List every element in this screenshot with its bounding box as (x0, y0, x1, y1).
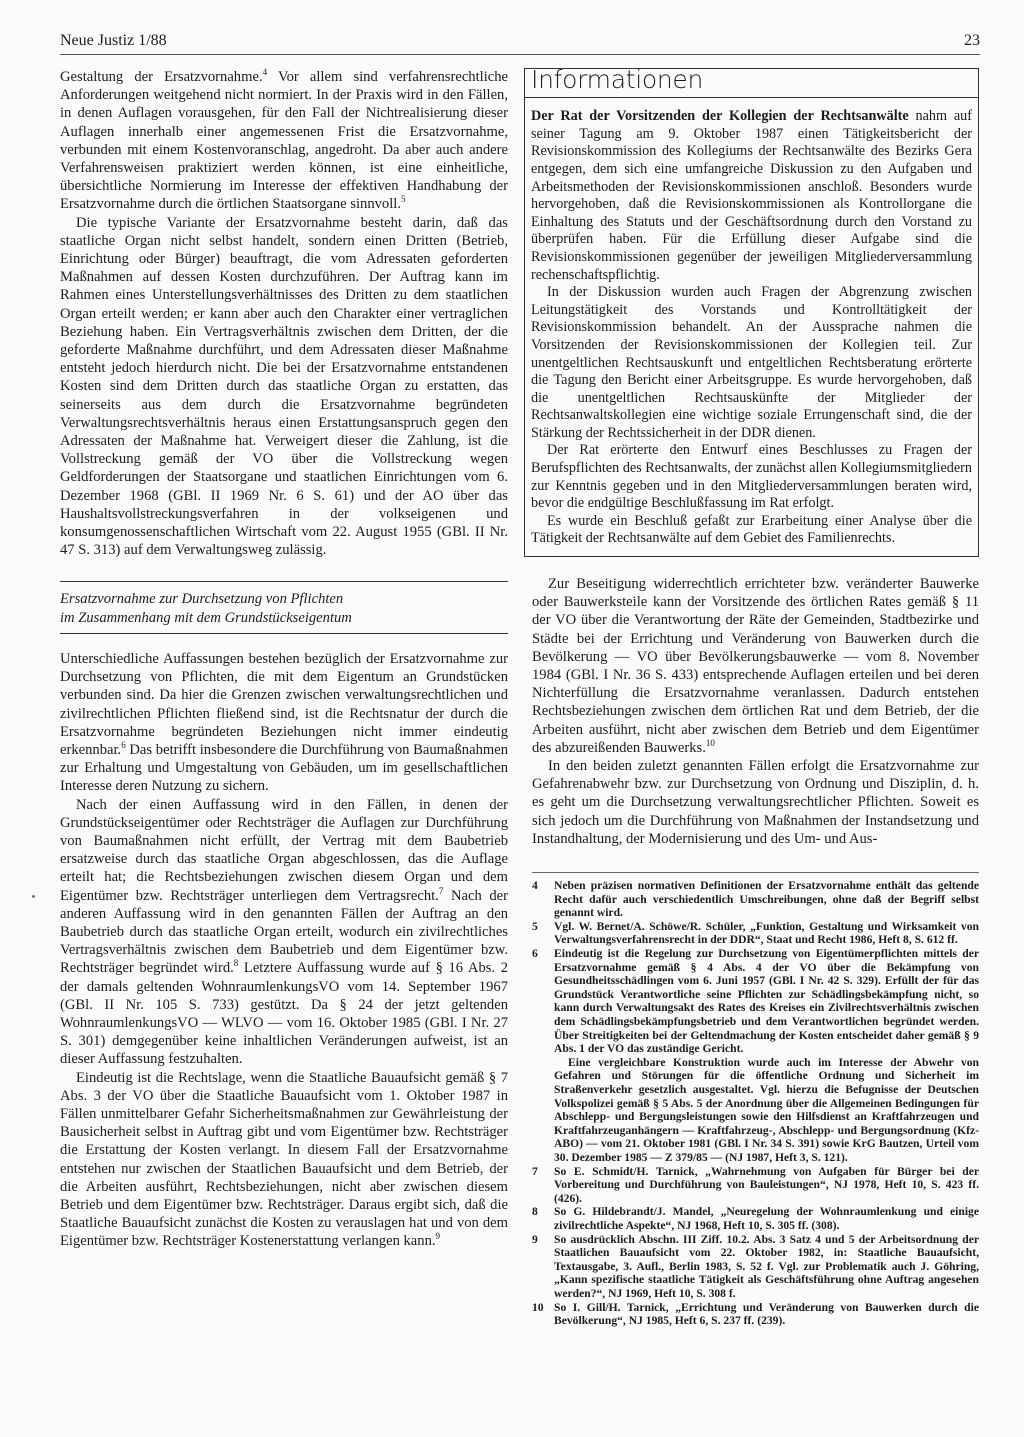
paragraph: Nach der einen Auffassung wird in den Fällen, in denen der Grundstückseigentümer oder Rechtsträger die Auflagen zur Durchführung von Baumaßnahmen nicht erfüllt, der Vertrag mit dem Baubetrieb ersatzweise durch das staatliche Organ abgeschlossen, das die Auflage erteilt hat; die Rechtsbeziehungen zwischen diesem Organ und dem Eigentümer bzw. Rechtsträger unterliegen dem Vertragsrecht.$^7$ Nach der anderen Auffassung wird in den genannten Fällen der Auftrag an den Baubetrieb durch das staatliche Organ erteilt, wodurch ein zivilrechtliches Vertragsverhältnis zwischen dem Baubetrieb und dem Eigentümer bzw. Rechtsträger begründet wird.$^8$ Letztere Auffassung wurde auf § 16 Abs. 2 der damals geltenden WohnraumlenkungsVO vom 14. September 1967 (GBl. II Nr. 105 S. 733) gestützt. Da § 24 der jetzt geltenden WohnraumlenkungsVO — WLVO — vom 16. Oktober 1985 (GBl. I Nr. 27 S. 301) demgegenüber keine inhaltlichen Veränderungen aufweist, ist an dieser Auffassung festzuhalten. (60, 796, 509, 1068)
bold-lead: Der Rat der Vorsitzenden der Kollegien der Rechtsanwälte (531, 108, 909, 125)
running-header (60, 28, 980, 55)
information-title: Informationen (525, 69, 978, 98)
right-column (531, 65, 979, 1328)
footnote-ref: 10 (705, 738, 715, 749)
footnote: 10 So I. Gill/H. Tarnick, „Errichtung und Veränderung von Bauwerken durch die Bevölkerung“, NJ 1985, Heft 6, S. 237 ff. (239). (532, 1300, 979, 1328)
paragraph: Eindeutig ist die Rechtslage, wenn die Staatliche Bauaufsicht gemäß § 7 Abs. 3 der VO über die Staatliche Bauaufsicht vom 1. Oktober 1987 in Fällen unmittelbarer Gefahr Sicherheitsmaßnahmen zur Gewährleistung der Bausicherheit selbst in Auftrag gibt und vom Eigentümer bzw. Rechtsträger die Erstattung der Kosten verlangt. In diesem Fall der Ersatzvornahme entstehen nur zwischen der Staatlichen Bauaufsicht und dem Betrieb, der die Arbeiten ausführt, Rechtsbeziehungen, nicht aber zwischen diesem Betrieb und dem Eigentümer bzw. Rechtsträger. Daraus ergibt sich, daß die Staatliche Bauaufsicht zunächst die Kosten zu verauslagen hat und von dem Eigentümer bzw. Rechtsträger Kostenerstattung verlangen kann.$^9$ (60, 1069, 508, 1250)
footnote: 8 So G. Hildebrandt/J. Mandel, „Neuregelung der Wohnraumlenkung und einige zivilrechtliche Aspekte“, NJ 1968, Heft 10, S. 305 ff. (308). (532, 1205, 979, 1232)
paragraph: Der Rat erörterte den Entwurf eines Beschlusses zu Fragen der Berufspflichten des Rechtsanwalts, der zunächst allen Kollegiumsmitgliedern zur Kenntnis gegeben und in den Mitgliederversammlungen beraten wird, bevor die endgültige Beschlußfassung im Rat erfolgt. (531, 442, 972, 512)
page-number: 23 (964, 32, 980, 49)
section-heading-line: im Zusammenhang mit dem Grundstückseigentum (60, 609, 352, 626)
footnote: 4 Neben präzisen normativen Definitionen der Ersatzvornahme enthält das geltende Recht dafür auch verschiedentlich Umschreibungen, ohne daß der Begriff selbst genannt wird. (532, 879, 979, 920)
footnote-ref: 7 (438, 885, 444, 896)
footnotes (532, 872, 979, 1328)
footnote: 7 So E. Schmidt/H. Tarnick, „Wahrnehmung von Aufgaben für Bürger bei der Vorbereitung und Durchführung von Bauleistungen“, NJ 1978, Heft 10, S. 423 ff. (426). (532, 1164, 979, 1205)
footnote-ref: 8 (233, 958, 239, 969)
footnote-continuation: Eine vergleichbare Konstruktion wurde auch im Interesse der Abwehr von Gefahren und Störungen für die öffentliche Ordnung und Sicherheit im Straßenverkehr gesetzlich ausgestaltet. Vgl. hierzu die Befugnisse der Deutschen Volkspolizei gemäß § 5 Abs. 5 der Anordnung über die Allgemeinen Bedingungen für Abschlepp- und Bergungsleistungen sowie den Hilfsdienst an Kraftfahrzeugen und Kraftfahrzeuganhängern — Kraftfahrzeug-, Abschlepp- und Bergungsordnung (Kfz-ABO) — vom 21. Oktober 1981 (GBl. I Nr. 34 S. 391) sowie KrG Bautzen, Urteil vom 30. Dezember 1985 — Z 379/85 — (NJ 1987, Heft 3, S. 121). (554, 1055, 979, 1164)
paragraph: Der Rat der Vorsitzenden der Kollegien der Rechtsanwälte nahm auf seiner Tagung am 9. Oktober 1987 einen Tätigkeitsbericht der Revisionskommission des Kollegiums der Rechtsanwälte des Bezirks Gera entgegen, dem sich eine umfangreiche Diskussion zu den Aufgaben und Arbeitsmethoden der Revisionskommissionen anschloß. Besonders wurde hervorgehoben, daß die Revisionskommissionen als Kontrollorgane die Einhaltung des Statuts und der Geschäftsordnung durch den Vorstand zu überprüfen haben. Für die Erfüllung dieser Aufgabe sind die Revisionskommissionen gegenüber der jeweiligen Mitgliederversammlung rechenschaftspflichtig. (531, 108, 972, 283)
paragraph: In den beiden zuletzt genannten Fällen erfolgt die Ersatzvornahme zur Gefahrenabwehr bzw. zur Durchsetzung von Ordnung und Disziplin, d. h. es geht um die Durchsetzung verwaltungsrechtlicher Pflichten. Soweit es sich jedoch um die Durchführung von Maßnahmen der Instandsetzung und Instandhaltung, der Modernisierung und des Um- und Aus- (532, 758, 979, 847)
section-heading-line: Ersatzvornahme zur Durchsetzung von Pflichten (60, 591, 344, 608)
paragraph: Unterschiedliche Auffassungen bestehen bezüglich der Ersatzvornahme zur Durchsetzung von Pflichten, die mit dem Eigentum an Grundstücken verbunden sind. Da hier die Grenzen zwischen verwaltungsrechtlichen und zivilrechtlichen Pflichten fließend sind, ist die Rechtsnatur der durch die Ersatzvornahme begründeten Beziehungen nicht immer eindeutig erkennbar.$^6$ Das betrifft insbesondere die Durchführung von Baumaßnahmen zur Erhaltung und Umgestaltung von Gebäuden, um im gesellschaftlichen Interesse deren Nutzung zu sichern. (60, 650, 508, 795)
footnote-ref: 6 (121, 740, 126, 751)
footnote: 5 Vgl. W. Bernet/A. Schöwe/R. Schüler, „Funktion, Gestaltung und Wirksamkeit von Verwaltungsverfahrensrecht in der DDR“, Staat und Recht 1986, Heft 8, S. 612 ff. (532, 919, 979, 947)
footnote-ref: 5 (400, 194, 406, 205)
paragraph: Es wurde ein Beschluß gefaßt zur Erarbeitung einer Analyse über die Tätigkeit der Rechtsanwälte auf dem Gebiet des Familienrechts. (531, 512, 972, 547)
information-box (524, 65, 979, 557)
footnote-ref: 9 (435, 1231, 441, 1242)
paragraph: Die typische Variante der Ersatzvornahme besteht darin, daß das staatliche Organ nicht selbst handelt, sondern einen Dritten (Betrieb, Einrichtung oder Bürger) beauftragt, die vom Adressaten geforderten Maßnahmen auf dessen Kosten durchzuführen. Der Auftrag kann im Rahmen eines Unterstellungsverhältnisses des Dritten zu dem staatlichen Organ erteilt werden; er kann aber auch den Charakter einer vertraglichen Beziehung haben. Ein Vertragsverhältnis zwischen dem Dritten, der die geforderte Maßnahme durchführt, und dem Adressaten dieser Maßnahme entsteht jedoch hierdurch nicht. Die bei der Ersatzvornahme entstandenen Kosten sind dem Dritten durch das staatliche Organ zu erstatten, das seinerseits aus dem durch die Ersatzvornahme begründeten Verwaltungsrechtsverhältnis heraus einen Erstattungsanspruch gegen den Adressaten der Maßnahme hat. Verweigert dieser die Zahlung, ist die Vollstreckung gemäß der VO über die Vollstreckung wegen Geldforderungen der Staatsorgane und staatlichen Einrichtungen vom 6. Dezember 1968 (GBl. II 1969 Nr. 6 S. 61) und der AO über das Haushaltsvollstreckungsverfahren in der volkseigenen und konsumgenossenschaftlichen Wirtschaft vom 22. August 1955 (GBl. II Nr. 47 S. 313) auf dem Verwaltungsweg zulässig. (60, 214, 508, 559)
paragraph: Zur Beseitigung widerrechtlich errichteter bzw. veränderter Bauwerke oder Bauwerksteile kann der Vorsitzende des örtlichen Rates gemäß § 11 der VO über die Verantwortung der Räte der Gemeinden, Stadtbezirke und Städte bei der Errichtung und Veränderung von Bauwerken durch die Bevölkerung — VO über Bevölkerungsbauwerke — vom 8. November 1984 (GBl. I Nr. 36 S. 433) entsprechende Auflagen erteilen und bei deren Nichterfüllung die Ersatzvornahme veranlassen. Dadurch entstehen Rechtsbeziehungen zwischen dem örtlichen Rat und dem Betrieb, der die Arbeiten ausführt, nicht aber zwischen dem Betrieb und dem Eigentümer des abzureißenden Bauwerks.$^{10}$ (532, 576, 979, 756)
paragraph: Gestaltung der Ersatzvornahme.$^4$ Vor allem sind verfahrensrechtliche Anforderungen weitgehend nicht normiert. In der Praxis wird in den Fällen, in denen Auflagen vorausgehen, für den Fall der Nichtrealisierung dieser Auflagen innerhalb einer angemessenen Frist die Ersatzvornahme, verbunden mit einem Kostenvoranschlag, angedroht. Da aber auch andere Verfahrensweisen praktiziert werden können, ist eine einheitliche, übersichtliche Normierung im Interesse der effektiven Handhabung der Ersatzvornahme durch die örtlichen Staatsorgane sinnvoll.$^5$ (60, 67, 509, 213)
footnote-ref: 4 (262, 67, 268, 78)
footnote: 6 Eindeutig ist die Regelung zur Durchsetzung von Eigentümerpflichten mittels der Ersatzvornahme gemäß § 4 Abs. 4 der VO über die Bekämpfung von Gesundheitsschädlingen vom 6. Juni 1957 (GBl. I Nr. 42 S. 329). Erfüllt der für das Grundstück Verantwortliche seine Pflichten zur Schädlingsbekämpfung nicht, so kann durch Verwaltungsakt des Rates des Kreises ein Zivilrechtsverhältnis zwischen dem Schädlingsbekämpfungsbetrieb und dem Verantwortlichen begründet werden. Über Streitigkeiten bei der Geltendmachung der Kosten entscheidet daher gemäß § 9 Abs. 1 der VO das zuständige Gericht. (532, 947, 979, 1056)
journal-title: Neue Justiz 1/88 (60, 32, 167, 49)
footnote: 9 So ausdrücklich Abschn. III Ziff. 10.2. Abs. 3 Satz 4 und 5 der Arbeitsordnung der Staatlichen Bauaufsicht vom 22. Oktober 1982, in: Staatliche Bauaufsicht, Textausgabe, 3. Aufl., Berlin 1983, S. 52 f. Vgl. zur Problematik auch J. Göhring, „Kann spezifische staatliche Tätigkeit als Geschäftsführung ohne Auftrag angesehen werden?“, NJ 1969, Heft 10, S. 308 f. (532, 1232, 979, 1300)
left-column (60, 68, 508, 1251)
section-heading (60, 581, 508, 633)
scan-speck (32, 895, 35, 898)
paragraph: In der Diskussion wurden auch Fragen der Abgrenzung zwischen Leitungstätigkeit des Vorstands und Kontrolltätigkeit der Revisionskommission behandelt. An der Aussprache nahmen die Vorsitzenden der Revisionskommissionen der Kollegien teil. Zur unentgeltlichen Rechtsauskunft und entgeltlichen Rechtsberatung erörterte die Tagung den Bericht einer Arbeitsgruppe. Es wurde hervorgehoben, daß die unentgeltlichen Rechtsauskünfte der Mitglieder der Rechtsanwaltskollegien eine wichtige soziale Errungenschaft sind, die der Stärkung der Rechtssicherheit in der DDR dienen. (531, 284, 972, 441)
